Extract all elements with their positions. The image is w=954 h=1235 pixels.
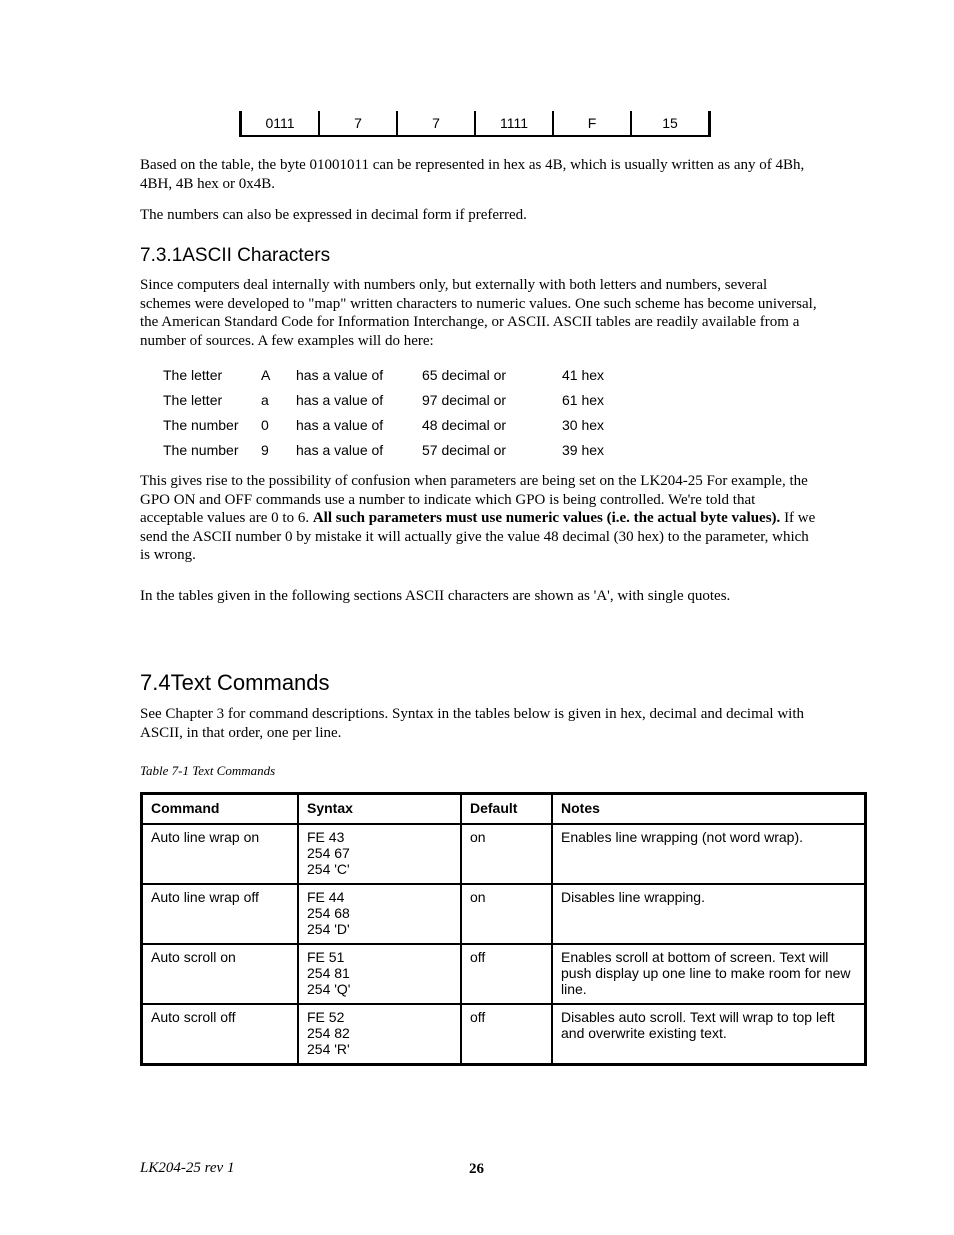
footer-document-revision: LK204-25 rev 1 bbox=[140, 1160, 235, 1176]
header-notes: Notes bbox=[552, 794, 866, 825]
example-decimal: 48 decimal or bbox=[422, 417, 507, 433]
syntax-hex: FE 51 bbox=[307, 949, 345, 965]
binary-cell: 1111 bbox=[475, 111, 553, 136]
example-char: 0 bbox=[261, 417, 269, 433]
example-char: 9 bbox=[261, 442, 269, 458]
table-row bbox=[142, 884, 866, 944]
binary-cell: 0111 bbox=[241, 111, 320, 136]
example-hex: 39 hex bbox=[562, 442, 605, 458]
example-kind: The letter bbox=[163, 367, 223, 383]
paragraph-hex-representation: Based on the table, the byte 01001011 can be represented in hex as 4B, which is usually written as any of 4Bh, 4BH, 4B hex or 0x4B. bbox=[140, 157, 805, 192]
example-phrase: has a value of bbox=[296, 392, 384, 408]
header-command: Command bbox=[142, 794, 299, 825]
syntax-decimal: 254 67 bbox=[307, 845, 350, 861]
example-char: a bbox=[261, 392, 269, 408]
warning-bold-text: All such parameters must use numeric values (i.e. the actual byte values). bbox=[312, 510, 781, 526]
header-syntax: Syntax bbox=[298, 794, 461, 825]
table-header-row bbox=[142, 794, 866, 825]
paragraph-quote-convention: In the tables given in the following sections ASCII characters are shown as 'A', with single quotes. bbox=[140, 588, 731, 604]
cell-default: on bbox=[461, 884, 552, 944]
section-heading-text-commands: 7.4Text Commands bbox=[140, 670, 330, 695]
footer-page-number: 26 bbox=[469, 1161, 484, 1177]
paragraph-syntax-description: See Chapter 3 for command descriptions. Syntax in the tables below is given in hex, decimal and decimal with ASCII, in that order, one per line. bbox=[140, 706, 805, 741]
table-row bbox=[142, 1004, 866, 1065]
decimal-cell: 15 bbox=[631, 111, 710, 136]
example-decimal: 97 decimal or bbox=[422, 392, 507, 408]
syntax-decimal: 254 68 bbox=[307, 905, 350, 921]
example-phrase: has a value of bbox=[296, 417, 384, 433]
example-phrase: has a value of bbox=[296, 367, 384, 383]
table-row bbox=[142, 944, 866, 1004]
syntax-ascii: 254 'D' bbox=[307, 921, 350, 937]
decimal-cell: 7 bbox=[397, 111, 475, 136]
paragraph-confusion-warning bbox=[140, 472, 820, 565]
warning-text-end: If we send the ASCII number 0 by mistake it will actually give the value 48 decimal (30 hex) to the parameter, which is wrong. bbox=[140, 510, 816, 563]
hex-conversion-row bbox=[239, 111, 711, 137]
cell-syntax bbox=[298, 944, 461, 1004]
text-commands-table bbox=[140, 792, 867, 1066]
cell-command: Auto scroll off bbox=[142, 1004, 299, 1065]
syntax-ascii: 254 'C' bbox=[307, 861, 350, 877]
warning-text-start: This gives rise to the possibility of confusion when parameters are being set on the LK204-25 For example, the GPO ON and OFF commands use a number to indicate which GPO is being controlled. We're told that acceptable values are 0 to 6. bbox=[140, 473, 808, 526]
syntax-decimal: 254 81 bbox=[307, 965, 350, 981]
table-caption: Table 7-1 Text Commands bbox=[140, 763, 276, 778]
example-decimal: 57 decimal or bbox=[422, 442, 507, 458]
section-heading-ascii: 7.3.1ASCII Characters bbox=[140, 245, 331, 266]
cell-default: on bbox=[461, 824, 552, 884]
syntax-ascii: 254 'Q' bbox=[307, 981, 351, 997]
syntax-hex: FE 43 bbox=[307, 829, 345, 845]
cell-syntax bbox=[298, 824, 461, 884]
cell-default: off bbox=[461, 944, 552, 1004]
syntax-ascii: 254 'R' bbox=[307, 1041, 350, 1057]
cell-syntax bbox=[298, 1004, 461, 1065]
example-kind: The number bbox=[163, 417, 239, 433]
cell-notes: Enables scroll at bottom of screen. Text will push display up one line to make room for new line. bbox=[552, 944, 866, 1004]
syntax-hex: FE 44 bbox=[307, 889, 345, 905]
octal-cell: 7 bbox=[319, 111, 397, 136]
example-phrase: has a value of bbox=[296, 442, 384, 458]
hex-cell: F bbox=[553, 111, 631, 136]
example-kind: The number bbox=[163, 442, 239, 458]
cell-notes: Disables line wrapping. bbox=[552, 884, 866, 944]
cell-notes: Enables line wrapping (not word wrap). bbox=[552, 824, 866, 884]
cell-notes: Disables auto scroll. Text will wrap to top left and overwrite existing text. bbox=[552, 1004, 866, 1065]
cell-command: Auto line wrap off bbox=[142, 884, 299, 944]
example-hex: 41 hex bbox=[562, 367, 605, 383]
example-char: A bbox=[261, 367, 271, 383]
cell-default: off bbox=[461, 1004, 552, 1065]
cell-command: Auto scroll on bbox=[142, 944, 299, 1004]
header-default: Default bbox=[461, 794, 552, 825]
paragraph-ascii-intro: Since computers deal internally with numbers only, but externally with both letters and numbers, several schemes were developed to "map" written characters to numeric values. One such scheme has become universal, the American Standard Code for Information Interchange, or ASCII. ASCII tables are readily available from a number of sources. A few examples will do here: bbox=[140, 277, 817, 349]
paragraph-decimal-form: The numbers can also be expressed in decimal form if preferred. bbox=[140, 207, 527, 223]
example-hex: 30 hex bbox=[562, 417, 605, 433]
cell-command: Auto line wrap on bbox=[142, 824, 299, 884]
example-kind: The letter bbox=[163, 392, 223, 408]
example-decimal: 65 decimal or bbox=[422, 367, 507, 383]
syntax-hex: FE 52 bbox=[307, 1009, 345, 1025]
table-row bbox=[142, 824, 866, 884]
example-hex: 61 hex bbox=[562, 392, 605, 408]
cell-syntax bbox=[298, 884, 461, 944]
syntax-decimal: 254 82 bbox=[307, 1025, 350, 1041]
